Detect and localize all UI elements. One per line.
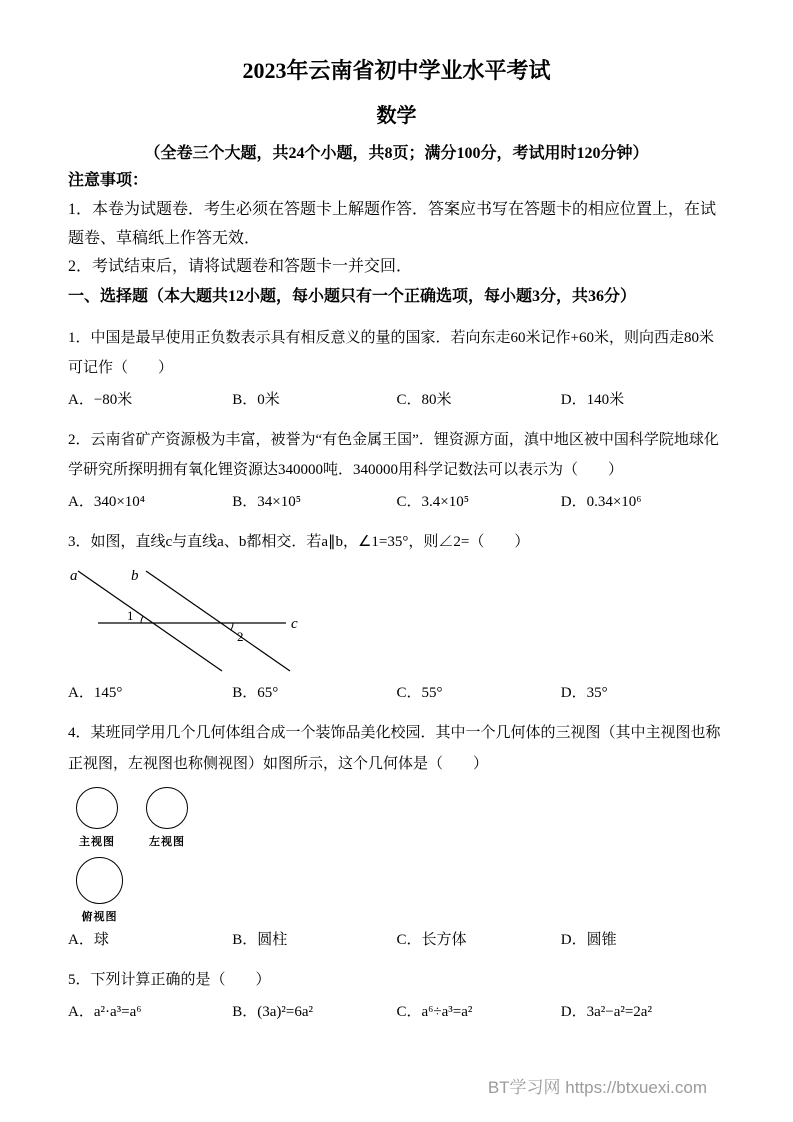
question-1: [68, 323, 725, 415]
question-5-option-d: D．3a²−a²=2a²: [560, 1003, 652, 1020]
question-1-text: 1．中国是最早使用正负数表示具有相反意义的量的国家．若向东走60米记作+60米，则向西走80米可记作（ ）: [68, 329, 714, 377]
question-3-option-d: D．35°: [560, 685, 608, 702]
top-view: [76, 857, 123, 924]
question-2: [68, 425, 725, 517]
question-3-option-b: B．65°: [232, 685, 279, 702]
front-view-circle: [76, 787, 118, 829]
question-3-option-a: A．145°: [68, 685, 123, 702]
top-view-circle: [76, 857, 123, 904]
line-a-label: a: [70, 568, 78, 585]
question-3-text: 3．如图，直线c与直线a、b都相交．若a∥b，∠1=35°，则∠2=（ ）: [68, 533, 530, 550]
question-4-text: 4．某班同学用几个几何体组合成一个装饰品美化校园．其中一个几何体的三视图（其中主视图也称正视图，左视图也称侧视图）如图所示，这个几何体是（ ）: [68, 724, 721, 772]
line-a: [78, 571, 222, 671]
page-title: 2023年云南省初中学业水平考试: [242, 58, 551, 83]
question-1-option-a: A．−80米: [68, 392, 133, 409]
question-2-option-d: D．0.34×10⁶: [560, 494, 642, 511]
angle-1-label: 1: [127, 608, 134, 624]
notice-item-2: 2．考试结束后，请将试题卷和答题卡一并交回．: [68, 258, 413, 276]
question-1-option-b: B．0米: [232, 392, 280, 409]
question-5-option-c: C．a⁶÷a³=a²: [396, 1003, 473, 1020]
exam-meta-line: （全卷三个大题，共24个小题，共8页；满分100分，考试用时120分钟）: [144, 145, 649, 162]
top-view-label: 俯视图: [81, 911, 118, 924]
question-1-option-c: C．80米: [396, 392, 452, 409]
front-view-label: 主视图: [79, 836, 115, 849]
question-3-options: [68, 679, 725, 708]
question-4: [68, 718, 725, 955]
three-views-row-bottom: [76, 857, 725, 924]
question-4-options: [68, 926, 725, 955]
question-4-option-a: A．球: [68, 932, 109, 949]
question-1-option-d: D．140米: [560, 392, 625, 409]
question-5-options: [68, 998, 725, 1027]
side-view: [146, 787, 188, 849]
notice-item-1: 1．本卷为试题卷．考生必须在答题卡上解题作答．答案应书写在答题卡的相应位置上，在试题卷、草稿纸上作答无效．: [68, 200, 717, 247]
question-2-options: [68, 488, 725, 517]
line-b-label: b: [131, 568, 139, 585]
angle-2-label: 2: [237, 629, 244, 645]
line-b: [146, 571, 290, 671]
question-2-text: 2．云南省矿产资源极为丰富，被誉为“有色金属王国”．锂资源方面，滇中地区被中国科学院地球化学研究所探明拥有氧化锂资源达340000吨．340000用科学记数法可以表示为（ ）: [68, 431, 719, 479]
notice-heading: 注意事项：: [68, 172, 149, 189]
question-3-option-c: C．55°: [396, 685, 443, 702]
angle-1-arc: [141, 617, 143, 624]
section-title-choice: 一、选择题（本大题共12小题，每小题只有一个正确选项，每小题3分，共36分）: [68, 288, 637, 306]
front-view: [76, 787, 118, 849]
question-2-option-b: B．34×10⁵: [232, 494, 301, 511]
question-5-option-a: A．a²·a³=a⁶: [68, 1003, 142, 1020]
question-4-option-d: D．圆锥: [560, 932, 617, 949]
side-view-label: 左视图: [149, 836, 185, 849]
question-3: [68, 527, 725, 708]
question-1-options: [68, 386, 725, 415]
three-views-row-top: [76, 787, 725, 849]
question-4-option-b: B．圆柱: [232, 932, 288, 949]
parallel-lines-figure: [70, 563, 302, 677]
question-2-option-a: A．340×10⁴: [68, 494, 146, 511]
question-5: [68, 965, 725, 1026]
question-2-option-c: C．3.4×10⁵: [396, 494, 469, 511]
question-5-option-b: B．(3a)²=6a²: [232, 1003, 314, 1020]
angle-2-arc: [231, 623, 233, 630]
question-5-text: 5．下列计算正确的是（ ）: [68, 971, 271, 988]
line-c-label: c: [291, 616, 298, 633]
page-subtitle: 数学: [376, 105, 417, 127]
question-4-option-c: C．长方体: [396, 932, 467, 949]
side-view-circle: [146, 787, 188, 829]
watermark-footer: BT学习网 https://btxuexi.com: [487, 1078, 707, 1097]
